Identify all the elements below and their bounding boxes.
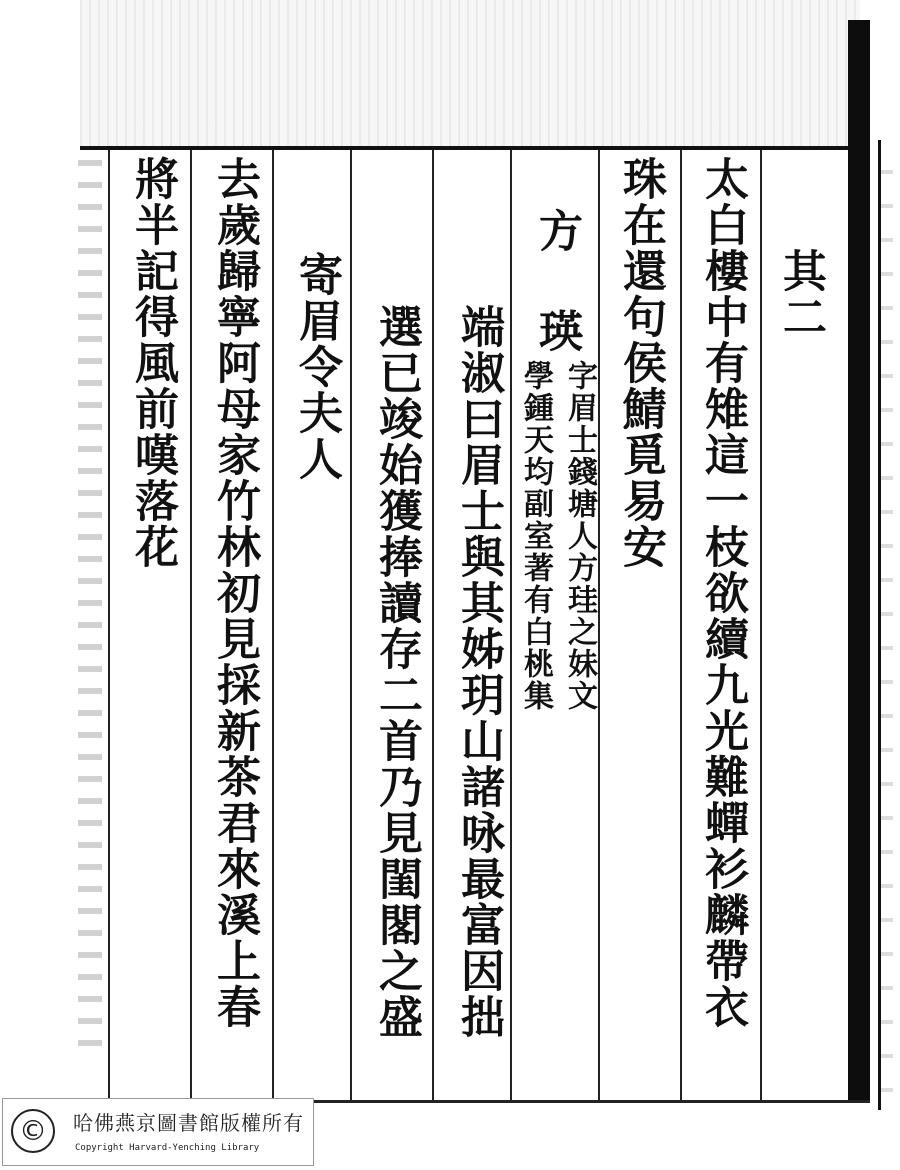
poet-surname: 方	[531, 208, 582, 254]
book-spine-edge	[848, 20, 870, 1100]
column-rule	[432, 150, 434, 1100]
column-rule	[680, 150, 682, 1100]
poem-line-2: 珠在還句侯鯖覓易安	[615, 156, 666, 570]
top-border-rule	[80, 146, 850, 150]
copyright-stamp	[2, 1098, 314, 1166]
copyright-english: Copyright Harvard-Yenching Library	[75, 1143, 260, 1153]
column-rule	[598, 150, 600, 1100]
top-margin-band	[80, 0, 860, 150]
column-rule	[350, 150, 352, 1100]
column-rule	[108, 150, 110, 1100]
poem-line-4: 將半記得風前嘆落花	[127, 156, 178, 570]
left-margin-marks	[78, 160, 102, 1060]
poem-title: 寄眉令夫人	[291, 252, 342, 482]
column-rule	[272, 150, 274, 1100]
commentary-line-2: 選已竣始獲捧讀存二首乃見閨閣之盛	[371, 304, 422, 1040]
poem-title-2: 其二	[775, 248, 826, 340]
copyright-chinese: 哈佛燕京圖書館版權所有	[73, 1111, 304, 1135]
poet-note-line-1: 字眉士錢塘人方珪之妹文	[562, 360, 597, 712]
poem-line-3: 去歲歸寧阿母家竹林初見採新茶君來溪上春	[209, 156, 260, 1030]
column-rule	[190, 150, 192, 1100]
poet-note-line-2: 學鍾天均副室著有白桃集	[518, 360, 553, 712]
copyright-symbol-icon: ©	[11, 1109, 55, 1153]
poem-line-1: 太白樓中有雉這一枝欲續九光難蟬衫麟帶衣	[697, 156, 748, 1030]
poet-given-name: 瑛	[531, 308, 582, 354]
column-rule	[510, 150, 512, 1100]
column-rule	[760, 150, 762, 1100]
commentary-line-1: 端淑曰眉士與其姊玥山諸咏最富因拙	[453, 304, 504, 1040]
page-edge-strip	[878, 140, 893, 1110]
